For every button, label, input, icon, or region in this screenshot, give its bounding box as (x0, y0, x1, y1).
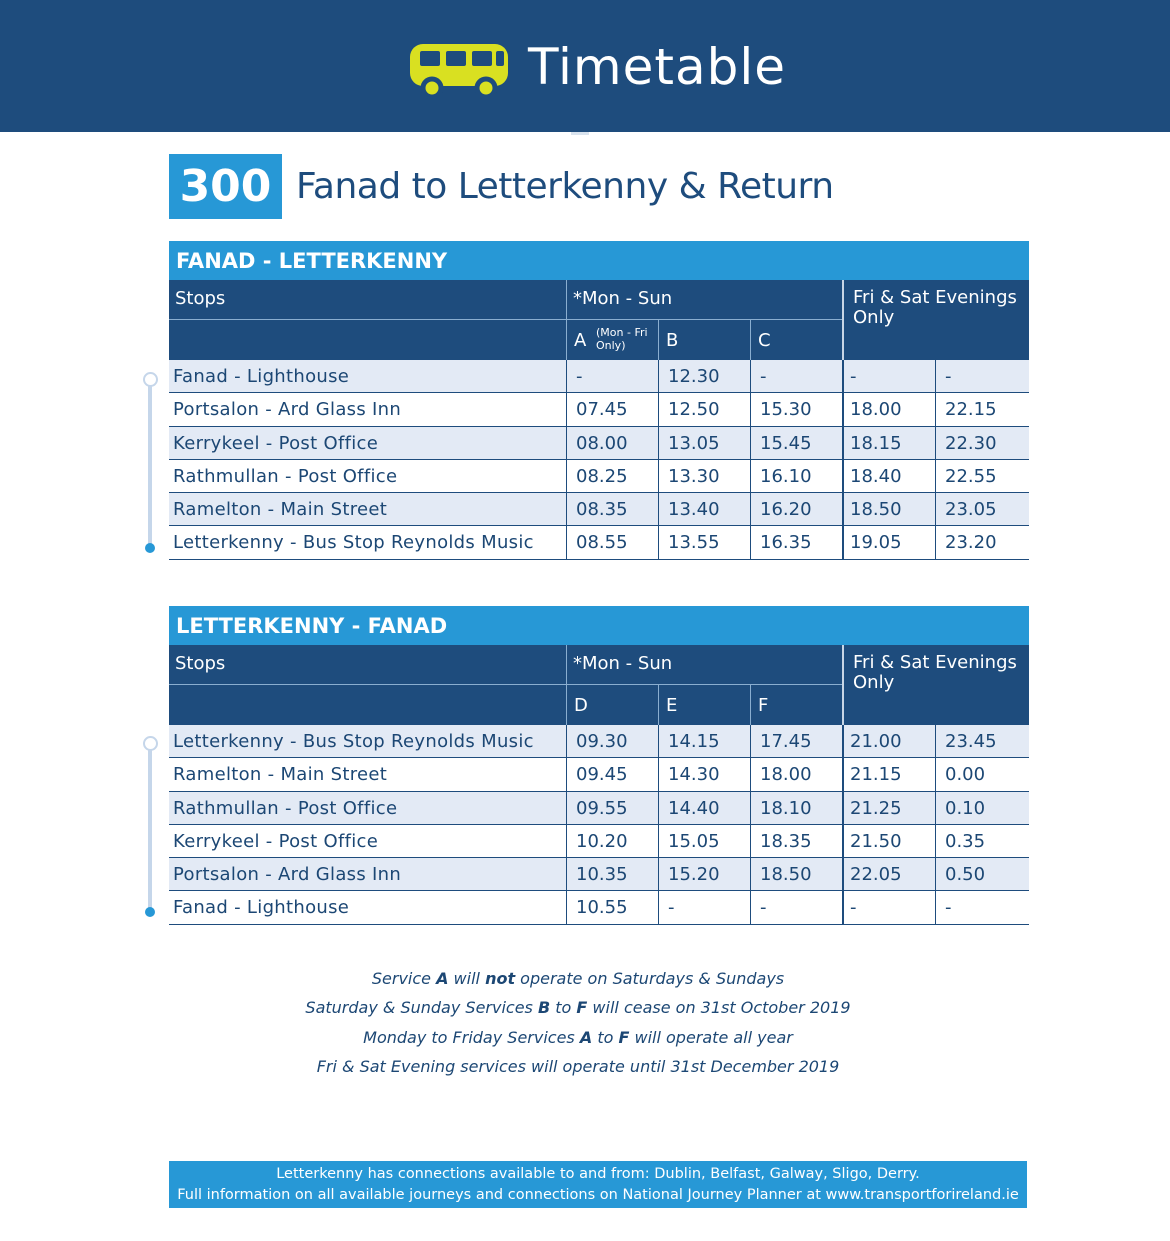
stop-name: Portsalon - Ard Glass Inn (173, 864, 402, 886)
departure-time: 10.20 (566, 825, 658, 857)
departure-time: 18.10 (750, 792, 842, 824)
departure-time: - (842, 360, 935, 392)
timetable-outbound (169, 241, 1029, 560)
footer-line-2: Full information on all available journeys and connections on National Journey Planner at www.transportforireland.ie (177, 1187, 1019, 1203)
departure-time: 21.25 (842, 792, 935, 824)
stop-name: Fanad - Lighthouse (173, 897, 350, 919)
departure-time: 12.30 (658, 360, 750, 392)
table-row (169, 360, 1029, 393)
table-row (169, 725, 1029, 758)
end-stop-icon (145, 907, 155, 917)
table-row (169, 493, 1029, 526)
stop-name: Letterkenny - Bus Stop Reynolds Music (173, 532, 534, 554)
departure-time: 12.50 (658, 393, 750, 425)
start-stop-icon (143, 372, 158, 387)
table-row (169, 825, 1029, 858)
stop-name: Kerrykeel - Post Office (173, 830, 379, 852)
header-notch (571, 132, 589, 135)
service-f: F (758, 695, 769, 716)
col-fri-sat: Fri & Sat Evenings Only (853, 652, 1017, 693)
departure-time: 22.55 (935, 460, 1029, 492)
departure-time: 0.00 (935, 758, 1029, 790)
stop-name: Rathmullan - Post Office (173, 465, 398, 487)
stop-name: Rathmullan - Post Office (173, 797, 398, 819)
header-bar (0, 0, 1170, 132)
footer-line-1: Letterkenny has connections available to and from: Dublin, Belfast, Galway, Sligo, Derry. (276, 1166, 920, 1182)
departure-time: 23.05 (935, 493, 1029, 525)
route-line-inbound (143, 736, 157, 921)
departure-time: 10.55 (566, 891, 658, 923)
departure-time: 16.20 (750, 493, 842, 525)
departure-time: 21.00 (842, 725, 935, 757)
departure-time: 13.40 (658, 493, 750, 525)
stop-name: Fanad - Lighthouse (173, 366, 350, 387)
departure-time: 15.45 (750, 427, 842, 459)
stop-name: Ramelton - Main Street (173, 499, 388, 521)
departure-time: 18.00 (842, 393, 935, 425)
departure-time: 22.05 (842, 858, 935, 890)
col-mon-sun: *Mon - Sun (573, 288, 673, 309)
departure-time: 23.20 (935, 526, 1029, 558)
departure-time: 0.35 (935, 825, 1029, 857)
departure-time: 18.50 (842, 493, 935, 525)
table-header (169, 645, 1029, 725)
service-b: B (666, 330, 679, 351)
departure-time: 09.45 (566, 758, 658, 790)
departure-time: - (750, 891, 842, 923)
col-stops: Stops (175, 288, 226, 309)
departure-time: 13.55 (658, 526, 750, 558)
note-1: Service A will not operate on Saturdays & Sundays (371, 969, 785, 988)
start-stop-icon (143, 736, 158, 751)
service-e: E (666, 695, 678, 716)
table-row (169, 758, 1029, 791)
departure-time: - (935, 891, 1029, 923)
departure-time: 08.00 (566, 427, 658, 459)
stop-name: Ramelton - Main Street (173, 764, 388, 786)
timetable-inbound (169, 606, 1029, 925)
departure-time: - (750, 360, 842, 392)
departure-time: 15.05 (658, 825, 750, 857)
service-a-note: (Mon - Fri Only) (596, 326, 648, 352)
service-a: A (574, 330, 587, 351)
table-row (169, 858, 1029, 891)
departure-time: 08.25 (566, 460, 658, 492)
header-title: Timetable (528, 38, 786, 96)
departure-time: - (935, 360, 1029, 392)
table-heading: LETTERKENNY - FANAD (169, 606, 1029, 645)
table-header (169, 280, 1029, 360)
departure-time: 14.40 (658, 792, 750, 824)
table-row (169, 460, 1029, 493)
service-notes (169, 964, 987, 1081)
departure-time: 18.15 (842, 427, 935, 459)
note-2: Saturday & Sunday Services B to F will cease on 31st October 2019 (305, 998, 851, 1018)
departure-time: 0.50 (935, 858, 1029, 890)
departure-time: 19.05 (842, 526, 935, 558)
end-stop-icon (145, 543, 155, 553)
departure-time: 17.45 (750, 725, 842, 757)
departure-time: 18.35 (750, 825, 842, 857)
table-row (169, 792, 1029, 825)
route-title: Fanad to Letterkenny & Return (296, 166, 834, 207)
departure-time: 21.50 (842, 825, 935, 857)
departure-time: 15.20 (658, 858, 750, 890)
route-line-outbound (143, 372, 157, 557)
departure-time: - (566, 360, 658, 392)
service-c: C (758, 330, 771, 351)
departure-time: 09.30 (566, 725, 658, 757)
table-body (169, 360, 1029, 560)
stop-name: Kerrykeel - Post Office (173, 432, 379, 454)
col-fri-sat: Fri & Sat Evenings Only (853, 287, 1017, 328)
table-row (169, 526, 1029, 559)
table-body (169, 725, 1029, 925)
table-row (169, 891, 1029, 924)
departure-time: - (658, 891, 750, 923)
departure-time: 16.35 (750, 526, 842, 558)
footer-banner (169, 1161, 1027, 1208)
departure-time: 23.45 (935, 725, 1029, 757)
note-4: Fri & Sat Evening services will operate until 31st December 2019 (316, 1056, 840, 1076)
bus-icon (408, 40, 510, 100)
table-row (169, 427, 1029, 460)
departure-time: 09.55 (566, 792, 658, 824)
departure-time: 15.30 (750, 393, 842, 425)
departure-time: 16.10 (750, 460, 842, 492)
departure-time: 13.30 (658, 460, 750, 492)
table-heading: FANAD - LETTERKENNY (169, 241, 1029, 280)
departure-time: - (842, 891, 935, 923)
departure-time: 0.10 (935, 792, 1029, 824)
note-3: Monday to Friday Services A to F will operate all year (363, 1027, 793, 1047)
col-stops: Stops (175, 653, 226, 674)
departure-time: 21.15 (842, 758, 935, 790)
departure-time: 08.35 (566, 493, 658, 525)
departure-time: 13.05 (658, 427, 750, 459)
departure-time: 22.15 (935, 393, 1029, 425)
service-d: D (574, 695, 588, 716)
departure-time: 07.45 (566, 393, 658, 425)
departure-time: 18.00 (750, 758, 842, 790)
departure-time: 14.15 (658, 725, 750, 757)
departure-time: 18.50 (750, 858, 842, 890)
departure-time: 10.35 (566, 858, 658, 890)
route-number-badge: 300 (169, 154, 282, 219)
table-row (169, 393, 1029, 426)
departure-time: 08.55 (566, 526, 658, 558)
departure-time: 14.30 (658, 758, 750, 790)
departure-time: 18.40 (842, 460, 935, 492)
departure-time: 22.30 (935, 427, 1029, 459)
stop-name: Letterkenny - Bus Stop Reynolds Music (173, 731, 534, 752)
col-mon-sun: *Mon - Sun (573, 653, 673, 674)
stop-name: Portsalon - Ard Glass Inn (173, 399, 402, 421)
